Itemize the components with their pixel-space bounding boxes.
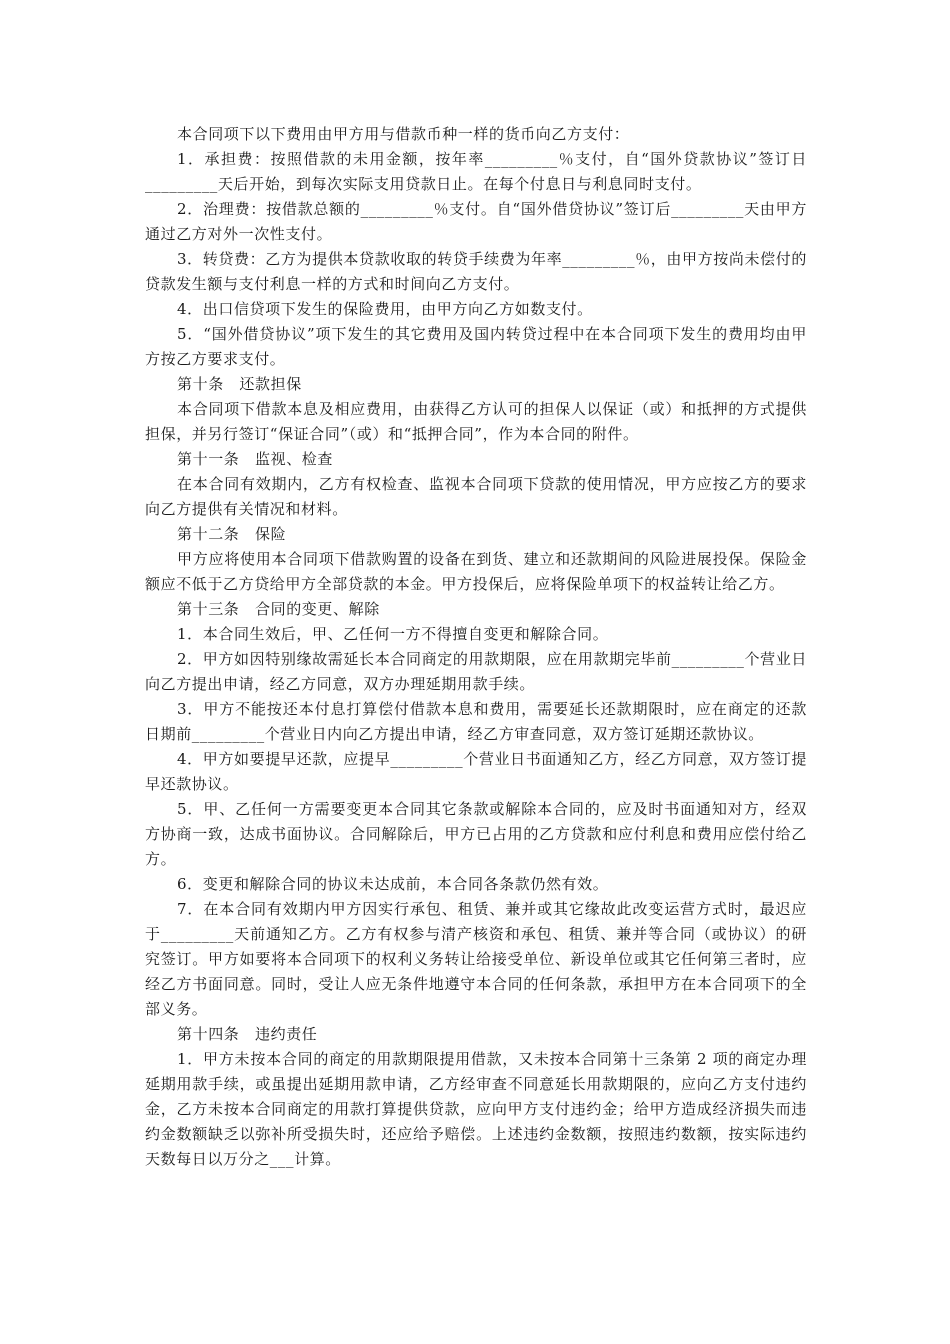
paragraph: 6．变更和解除合同的协议未达成前，本合同各条款仍然有效。 (177, 875, 609, 893)
section-heading: 第十一条 监视、检查 (177, 450, 334, 468)
paragraph: 1．本合同生效后，甲、乙任何一方不得擅自变更和解除合同。 (177, 625, 609, 643)
paragraph: 甲方应将使用本合同项下借款购置的设备在到货、建立和还款期间的风险进展投保。保险金额应不低于乙方贷给甲方全部贷款的本金。甲方投保后，应将保险单项下的权益转让给乙方。 (145, 550, 807, 593)
paragraph: 5．甲、乙任何一方需要变更本合同其它条款或解除本合同的，应及时书面通知对方，经双方协商一致，达成书面协议。合同解除后，甲方已占用的乙方贷款和应付利息和费用应偿付给乙方。 (145, 800, 807, 868)
paragraph: 1．承担费：按照借款的未用金额，按年率_________％支付，自“国外贷款协议”签订日_________天后开始，到每次实际支用贷款日止。在每个付息日与利息同时支付。 (145, 150, 807, 193)
paragraph: 本合同项下以下费用由甲方用与借款币种一样的货币向乙方支付： (177, 125, 630, 143)
paragraph: 1．甲方未按本合同的商定的用款期限提用借款，又未按本合同第十三条第 2 项的商定办理延期用款手续，或虽提出延期用款申请，乙方经审查不同意延长用款期限的，应向乙方支付违约金，乙方未按本合同商定的用款打算提供贷款，应向甲方支付违约金；给甲方造成经济损失而违约金数额缺乏以弥补所受损失时，还应给予赔偿。上述违约金数额，按照违约数额，按实际违约天数每日以万分之___计算。 (145, 1050, 807, 1168)
document-body (145, 122, 807, 1172)
paragraph: 3．甲方不能按还本付息打算偿付借款本息和费用，需要延长还款期限时，应在商定的还款日期前_________个营业日内向乙方提出申请，经乙方审查同意，双方签订延期还款协议。 (145, 700, 807, 743)
paragraph: 5．“国外借贷协议”项下发生的其它费用及国内转贷过程中在本合同项下发生的费用均由甲方按乙方要求支付。 (145, 325, 807, 368)
section-heading: 第十三条 合同的变更、解除 (177, 600, 380, 618)
paragraph: 4．出口信贷项下发生的保险费用，由甲方向乙方如数支付。 (177, 300, 593, 318)
paragraph: 7．在本合同有效期内甲方因实行承包、租赁、兼并或其它缘故此改变运营方式时，最迟应于_________天前通知乙方。乙方有权参与清产核资和承包、租赁、兼并等合同（或协议）的研究签订。甲方如要将本合同项下的权利义务转让给接受单位、新设单位或其它任何第三者时，应经乙方书面同意。同时，受让人应无条件地遵守本合同的任何条款，承担甲方在本合同项下的全部义务。 (145, 900, 807, 1018)
paragraph: 3．转贷费：乙方为提供本贷款收取的转贷手续费为年率_________％，由甲方按尚未偿付的贷款发生额与支付利息一样的方式和时间向乙方支付。 (145, 250, 807, 293)
paragraph: 2．治理费：按借款总额的_________％支付。自“国外借贷协议”签订后_________天由甲方通过乙方对外一次性支付。 (145, 200, 807, 243)
paragraph: 在本合同有效期内，乙方有权检查、监视本合同项下贷款的使用情况，甲方应按乙方的要求向乙方提供有关情况和材料。 (145, 475, 807, 518)
section-heading: 第十四条 违约责任 (177, 1025, 318, 1043)
paragraph: 本合同项下借款本息及相应费用，由获得乙方认可的担保人以保证（或）和抵押的方式提供担保，并另行签订“保证合同”（或）和“抵押合同”，作为本合同的附件。 (145, 400, 807, 443)
section-heading: 第十二条 保险 (177, 525, 287, 543)
section-heading: 第十条 还款担保 (177, 375, 302, 393)
paragraph: 2．甲方如因特别缘故需延长本合同商定的用款期限，应在用款期完毕前_________个营业日向乙方提出申请，经乙方同意，双方办理延期用款手续。 (145, 650, 807, 693)
paragraph: 4．甲方如要提早还款，应提早_________个营业日书面通知乙方，经乙方同意，双方签订提早还款协议。 (145, 750, 807, 793)
